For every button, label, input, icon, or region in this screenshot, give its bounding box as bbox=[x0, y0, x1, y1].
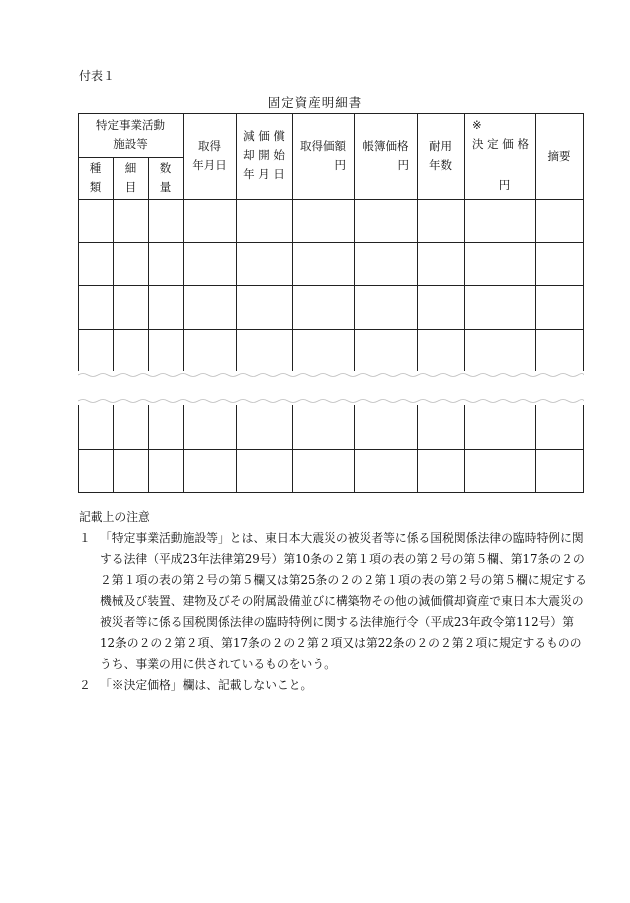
header-remarks-label: 摘要 bbox=[547, 149, 571, 163]
header-item-2: 目 bbox=[124, 180, 137, 194]
header-acq-cost-unit: 円 bbox=[334, 158, 346, 172]
header-life-1: 耐用 bbox=[429, 139, 452, 153]
note-text: 「特定事業活動施設等」とは、東日本大震災の被災者等に係る国税関係法律の臨時特例に関する法律（平成23年法律第29号）第10条の２第１項の表の第２号の第５欄、第17条の２の２第１項の表の第２号の第５欄又は第25条の２の２第１項の表の第２号の第５欄に規定する機械及び装置、建物及びその附属設備並びに構築物その他の減価償却資産で東日本大震災の被災者等に係る国税関係法律の臨時特例に関する法律施行令（平成23年政令第112号）第12条の２の２第２項、第17条の２の２第２項又は第22条の２の２第２項に規定するもののうち、事業の用に供されているものをいう。 bbox=[100, 531, 587, 671]
table-break-marks bbox=[78, 374, 584, 403]
header-kind bbox=[78, 159, 113, 197]
note-number: １ bbox=[79, 531, 91, 545]
header-quantity bbox=[148, 159, 183, 197]
header-remarks bbox=[535, 147, 583, 166]
header-useful-life bbox=[417, 137, 464, 175]
header-book-value-label: 帳簿価格 bbox=[362, 139, 409, 153]
header-kind-2: 類 bbox=[89, 180, 102, 194]
header-facility-group bbox=[78, 116, 183, 154]
header-item-1: 細 bbox=[124, 161, 137, 175]
header-acquisition-cost bbox=[292, 137, 354, 175]
header-depr-1: 減 価 償 bbox=[243, 129, 285, 143]
header-book-value bbox=[354, 137, 417, 175]
notes-title: 記載上の注意 bbox=[79, 510, 150, 524]
note-text: 「※決定価格」欄は、記載しないこと。 bbox=[100, 678, 313, 692]
header-acq-date-1: 取得 bbox=[198, 139, 221, 153]
header-decided-label: 決 定 価 格 bbox=[472, 137, 529, 151]
header-acq-date-2: 年月日 bbox=[192, 158, 227, 172]
header-item bbox=[113, 159, 148, 197]
header-facility-line1: 特定事業活動 bbox=[96, 118, 165, 132]
header-decided-mark: ※ bbox=[472, 118, 482, 132]
header-depr-3: 年 月 日 bbox=[243, 167, 285, 181]
note-number: ２ bbox=[79, 678, 91, 692]
header-life-2: 年数 bbox=[429, 158, 452, 172]
header-facility-line2: 施設等 bbox=[113, 137, 148, 151]
note-item bbox=[79, 675, 589, 696]
header-acquisition-date bbox=[183, 137, 236, 175]
header-depr-2: 却 開 始 bbox=[243, 148, 285, 162]
notes-section bbox=[79, 507, 589, 696]
header-decided-price bbox=[464, 116, 535, 195]
header-depreciation-start bbox=[236, 127, 292, 184]
attachment-label: 付表１ bbox=[79, 69, 116, 83]
header-book-value-unit: 円 bbox=[397, 158, 409, 172]
header-qty-1: 数 bbox=[159, 161, 172, 175]
header-kind-1: 種 bbox=[89, 161, 102, 175]
header-qty-2: 量 bbox=[159, 180, 172, 194]
document-title: 固定資産明細書 bbox=[267, 95, 363, 110]
note-item bbox=[79, 528, 589, 675]
fixed-asset-table bbox=[78, 113, 584, 493]
header-acq-cost: 取得価額 bbox=[300, 139, 346, 153]
header-decided-unit: 円 bbox=[498, 178, 511, 192]
